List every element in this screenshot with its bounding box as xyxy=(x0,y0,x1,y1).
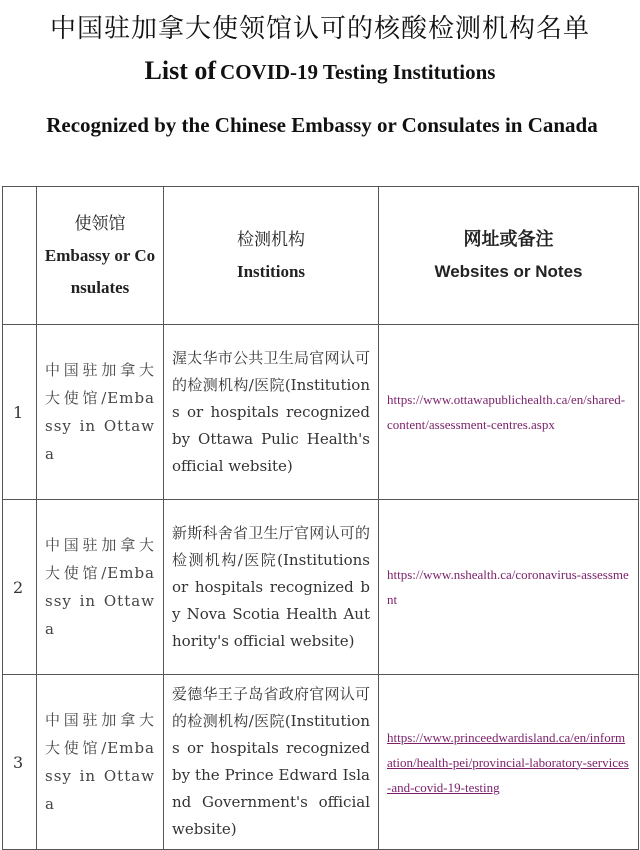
header-number-cell xyxy=(3,187,37,325)
row-website-link[interactable]: https://www.nshealth.ca/coronavirus-assessment xyxy=(379,500,639,675)
title-list-of: List of xyxy=(144,56,217,85)
row-number: 3 xyxy=(3,675,37,850)
title-testing-institutions: COVID-19 Testing Institutions xyxy=(220,60,496,84)
table-row xyxy=(3,675,639,850)
header-institution-en: Institions xyxy=(236,261,306,281)
header-embassy xyxy=(37,187,164,325)
header-website xyxy=(379,187,639,325)
header-embassy-cn: 使领馆 xyxy=(74,213,126,234)
row-number: 2 xyxy=(3,500,37,675)
table-row xyxy=(3,325,639,500)
header-institution xyxy=(164,187,379,325)
institutions-table xyxy=(2,186,639,850)
header-institution-cn: 检测机构 xyxy=(237,229,305,250)
page-subtitle: Recognized by the Chinese Embassy or Consulates in Canada xyxy=(46,113,598,137)
page-title-chinese: 中国驻加拿大使领馆认可的核酸检测机构名单 xyxy=(49,14,590,44)
header-website-cn: 网址或备注 xyxy=(463,228,554,250)
table-row xyxy=(3,500,639,675)
row-website-link[interactable]: https://www.princeedwardisland.ca/en/information/health-pei/provincial-laboratory-services-and-covid-19-testing xyxy=(379,675,639,850)
row-number: 1 xyxy=(3,325,37,500)
header-website-en: Websites or Notes xyxy=(434,261,583,281)
row-embassy: 中国驻加拿大大使馆/Embassy in Ottawa xyxy=(37,325,164,500)
table-header-row xyxy=(3,187,639,325)
page-title-english xyxy=(0,56,640,86)
row-website-link[interactable]: https://www.ottawapublichealth.ca/en/shared-content/assessment-centres.aspx xyxy=(379,325,639,500)
row-institution: 爱德华王子岛省政府官网认可的检测机构/医院(Institutions or hospitals recognized by the Prince Edward Island Government's official website) xyxy=(164,675,379,850)
header-embassy-en: Embassy or Consulates xyxy=(44,245,156,297)
row-embassy: 中国驻加拿大大使馆/Embassy in Ottawa xyxy=(37,675,164,850)
row-institution: 新斯科舍省卫生厅官网认可的检测机构/医院(Institutions or hospitals recognized by Nova Scotia Health Authority's official website) xyxy=(164,500,379,675)
row-institution: 渥太华市公共卫生局官网认可的检测机构/医院(Institutions or hospitals recognized by Ottawa Pulic Health's official website) xyxy=(164,325,379,500)
row-embassy: 中国驻加拿大大使馆/Embassy in Ottawa xyxy=(37,500,164,675)
